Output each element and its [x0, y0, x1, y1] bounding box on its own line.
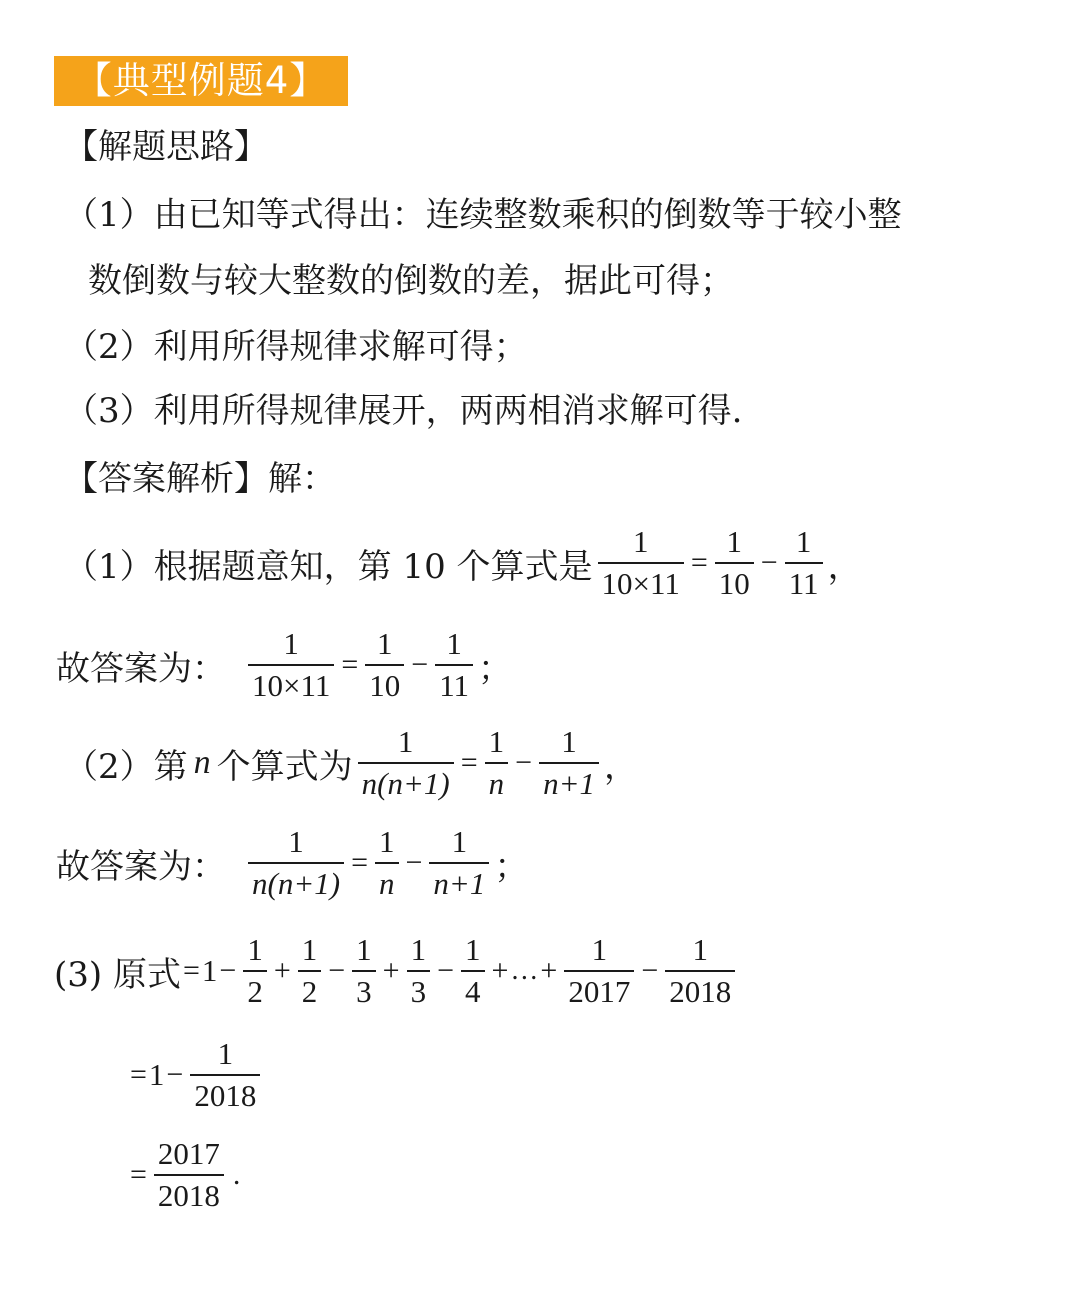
fraction-denominator: 2: [247, 974, 263, 1009]
fraction-numerator: 1: [795, 524, 812, 559]
fraction-denominator: 10×11: [601, 566, 680, 601]
answer-q1-fraction-2: [715, 522, 754, 604]
answer-q3-fraction-4: [407, 930, 431, 1012]
fraction-numerator: 1: [283, 626, 299, 661]
answer-step-2: [128, 1034, 265, 1116]
answer-q2-variable: n: [193, 744, 211, 781]
answer-q2-line: [64, 722, 638, 804]
equals-sign: =: [130, 1158, 147, 1191]
equals-sign: =: [341, 648, 359, 681]
plus-sign: +: [491, 954, 509, 987]
answer-a2-fraction-3: [429, 822, 489, 904]
minus-sign: −: [166, 1058, 184, 1091]
fraction-denominator: 3: [356, 974, 372, 1009]
answer-q3-prefix: (3) 原式: [54, 954, 181, 995]
fraction-denominator: 10: [718, 566, 750, 601]
minus-sign: −: [405, 846, 423, 879]
fraction-denominator: 3: [410, 974, 427, 1009]
equals-sign: =: [130, 1058, 147, 1091]
fraction-numerator: 1: [377, 626, 393, 661]
answer-step-2-one: 1: [148, 1057, 165, 1092]
fraction-numerator: 1: [465, 932, 481, 967]
minus-sign: −: [641, 954, 659, 987]
answer-q2-fraction-2: [485, 722, 509, 804]
answer-step-3-fraction: [154, 1134, 224, 1216]
minus-sign: −: [411, 648, 429, 681]
fraction-denominator: 2018: [157, 1178, 220, 1213]
fraction-denominator: 2018: [194, 1078, 257, 1113]
answer-q2-fraction-1: [358, 722, 454, 804]
fraction-numerator: 1: [561, 724, 577, 759]
fraction-numerator: 1: [726, 524, 743, 559]
plus-sign: +: [382, 954, 400, 987]
answer-q3-fraction-2: [298, 930, 322, 1012]
answer-q3-fraction-5: [461, 930, 485, 1012]
fraction-numerator: 1: [692, 932, 709, 967]
thinking-point-1-line-1: （1）由已知等式得出：连续整数乘积的倒数等于较小整: [64, 195, 902, 235]
fraction-denominator: 10: [369, 668, 401, 703]
answer-a1-prefix: 故答案为：: [56, 648, 226, 689]
fraction-numerator: 1: [247, 932, 263, 967]
answer-step-3-end: .: [232, 1158, 241, 1191]
equals-sign: =: [460, 746, 478, 779]
minus-sign: −: [760, 546, 778, 579]
answer-q2-prefix-b: 个算式为: [216, 746, 353, 787]
answer-a1-fraction-2: [365, 624, 404, 706]
ellipsis: …: [510, 955, 539, 986]
answer-a2-line: [56, 822, 528, 904]
fraction-denominator: 2018: [669, 974, 732, 1009]
fraction-numerator: 2017: [157, 1136, 220, 1171]
page-title: 【典型例题4】: [54, 56, 348, 106]
answer-q2-prefix-a: （2）第: [64, 746, 188, 787]
fraction-denominator: 11: [788, 566, 819, 601]
answer-q3-fraction-6: [564, 930, 634, 1012]
equals-sign: =: [351, 846, 368, 879]
equals-sign: =: [690, 546, 708, 579]
answer-a2-fraction-1: [248, 822, 344, 904]
answer-q1-prefix: （1）根据题意知，第 10 个算式是: [64, 546, 593, 587]
answer-q3-line: [54, 930, 740, 1012]
answer-a1-fraction-1: [248, 624, 334, 706]
answer-a2-end: ；: [494, 846, 529, 887]
fraction-denominator: n(n+1): [252, 866, 341, 901]
answer-a1-line: [56, 624, 512, 706]
fraction-denominator: n: [379, 866, 395, 901]
answer-a1-fraction-3: [435, 624, 473, 706]
minus-sign: −: [219, 954, 237, 987]
minus-sign: −: [515, 746, 533, 779]
equals-sign: =: [182, 954, 200, 987]
answer-step-2-fraction: [190, 1034, 260, 1116]
fraction-numerator: 1: [446, 626, 462, 661]
thinking-point-1-line-2: 数倒数与较大整数的倒数的差，据此可得；: [88, 261, 734, 301]
fraction-denominator: n+1: [433, 866, 486, 901]
answer-a1-end: ；: [478, 648, 513, 689]
fraction-denominator: 2: [301, 974, 318, 1009]
fraction-numerator: 1: [488, 724, 505, 759]
fraction-denominator: 10×11: [252, 668, 331, 703]
fraction-denominator: 11: [439, 668, 470, 703]
answer-q1-fraction-3: [785, 522, 823, 604]
fraction-numerator: 1: [632, 524, 649, 559]
fraction-numerator: 1: [356, 932, 372, 967]
plus-sign: +: [273, 954, 291, 987]
fraction-denominator: n(n+1): [361, 766, 450, 801]
thinking-point-2: （2）利用所得规律求解可得；: [64, 327, 528, 367]
answer-q1-fraction-1: [598, 522, 684, 604]
fraction-denominator: n+1: [543, 766, 595, 801]
minus-sign: −: [328, 954, 346, 987]
answer-q3-fraction-7: [665, 930, 735, 1012]
answer-q1-end: ，: [827, 546, 862, 587]
answer-a2-prefix: 故答案为：: [56, 846, 226, 887]
fraction-numerator: 1: [591, 932, 608, 967]
answer-step-3: [128, 1134, 240, 1216]
minus-sign: −: [437, 954, 454, 987]
thinking-point-3: （3）利用所得规律展开，两两相消求解可得.: [64, 391, 743, 431]
fraction-numerator: 1: [451, 824, 468, 859]
thinking-heading: 【解题思路】: [64, 127, 268, 167]
fraction-denominator: n: [488, 766, 505, 801]
answer-q3-one: 1: [201, 953, 218, 988]
fraction-numerator: 1: [217, 1036, 234, 1071]
answer-q1-line: [64, 522, 862, 604]
answer-q2-fraction-3: [539, 722, 599, 804]
fraction-numerator: 1: [288, 824, 304, 859]
answer-heading: 【答案解析】解：: [64, 459, 336, 499]
fraction-numerator: 1: [379, 824, 395, 859]
fraction-numerator: 1: [410, 932, 427, 967]
fraction-numerator: 1: [397, 724, 414, 759]
answer-q2-end: ，: [603, 746, 638, 787]
answer-a2-fraction-2: [375, 822, 399, 904]
fraction-denominator: 2017: [568, 974, 631, 1009]
answer-q3-fraction-1: [243, 930, 267, 1012]
fraction-numerator: 1: [301, 932, 318, 967]
plus-sign: +: [540, 954, 558, 987]
fraction-denominator: 4: [465, 974, 481, 1009]
answer-q3-fraction-3: [352, 930, 376, 1012]
